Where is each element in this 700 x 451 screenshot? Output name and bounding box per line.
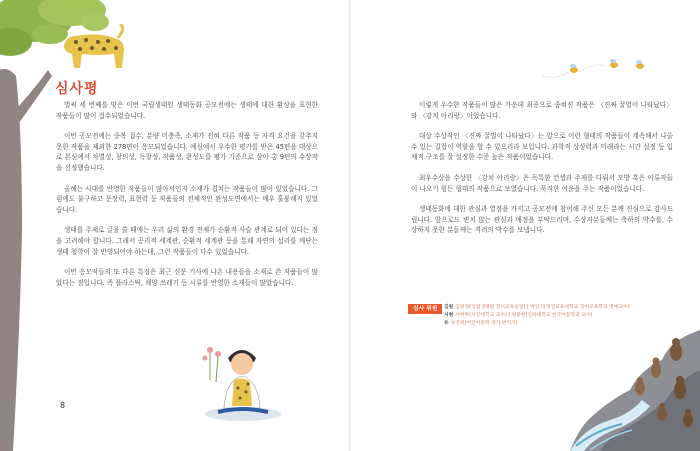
page-title: 심사평 <box>55 81 99 97</box>
judge-name: 김원 <box>444 305 454 310</box>
child-with-leopard-illustration <box>198 340 288 422</box>
right-page <box>351 0 700 451</box>
paragraph: 벌써 세 번째를 맞은 이번 국립생태원 생태동화 공모전에는 생태에 대한 환상을 표현한 작품들이 많이 접수되었습니다. <box>56 101 318 120</box>
judges-badge: 심사 위원 <box>408 304 442 314</box>
judge-detail: 김원정(국립생태원 전시교육실장) | 박인기(경인교육대학교 국어교육학과 명예교수) <box>455 305 630 310</box>
left-body-text <box>56 100 318 298</box>
paragraph: 이번 응모작들의 또 다른 특징은 최근 신문 기사에 나온 내용들을 소재로 쓴 작품들이 많았다는 점입니다. 즉 플라스틱, 해양 쓰레기 등 시류를 반영한 소재들이 많았습니다. <box>56 268 318 287</box>
judge-detail: 서현주(서강대학교 교수) | 원종찬(인하대학교 한국어문학과 교수) <box>455 313 593 318</box>
page-number: 8 <box>60 401 66 410</box>
paragraph: 이번 공모전에는 중복 접수, 분량 미충족, 소재가 전혀 다른 작품 등 자격 요건을 갖추지 못한 작품을 제외한 278편이 응모되었습니다. 예심에서 우수한 평가를 받은 45편을 대상으로 본심에서 차별성, 창의성, 독창성, 작품성, 완성도를 평가 기준으로 삼아 총 9편의 수상작을 선정했습니다. <box>56 132 318 172</box>
paragraph: 올해는 시대를 반영한 작품들이 많아서인지 소재가 겹치는 작품들이 많이 있었습니다. 그럼에도 불구하고 문장력, 표현력 등 작품들의 전체적인 완성도면에서는 매우 훌륭해지 있었습니다. <box>56 184 318 214</box>
judge-line <box>444 304 630 311</box>
judge-detail: 유연희(어린이문학 작가·번역가) <box>450 321 518 326</box>
paragraph: 이렇게 우수한 작품들이 많은 가운데 최종으로 좁혀진 작품은 〈진짜 꿀벌이 나타났다〉와 〈강치 아리랑〉이었습니다. <box>411 101 673 120</box>
judge-name: 유 <box>444 321 449 326</box>
bees-illustration <box>538 54 658 84</box>
leopard-illustration <box>58 24 128 76</box>
right-body-text <box>411 100 673 246</box>
paragraph: 대상 수상작인 〈진짜 꿀벌이 나타났다〉는 앞으로 이런 형태의 작품들이 계속해서 나올 수 있는 길잡이 역할을 할 수 있으리라 보입니다. 과학적 상상력과 미래라는 시간 설정 등 입체적 구조를 잘 설정한 수준 높은 작품이었습니다. <box>411 132 673 162</box>
paragraph: 최우수상을 수상한 〈강치 아리랑〉은 독특한 컨셉과 주제를 다뤄서 모방 혹은 아류작들이 나오기 힘든 형태의 작품으로 보였습니다. 묵직한 여운을 주는 작품이었습니다. <box>411 173 673 193</box>
paragraph: 생태를 주제로 글을 쓸 때에는 우리 삶의 환경 전체가 순환적 사슬 관계로 되어 있다는 점을 고려해야 합니다. 그래서 공리적 세계관, 순환적 세계관 등을 통해 자연의 섭리를 깨닫는 생태 철학이 잘 반영되어야 하는데, 그런 작품들이 다수 있었습니다. <box>56 226 318 256</box>
judge-line <box>444 320 518 327</box>
judge-line <box>444 312 593 319</box>
judge-name: 서현 <box>444 313 454 318</box>
paragraph: 생태동화에 대한 관심과 열정을 가지고 공모전에 참여해 주신 모든 분께 진심으로 감사드립니다. 앞으로도 변치 않는 관심과 애정을 부탁드리며, 수상자분들께는 축하의 박수를, 수상하지 못한 분들께는 격려의 박수를 보냅니다. <box>411 205 673 235</box>
sea-lions-coast-illustration <box>570 330 700 451</box>
